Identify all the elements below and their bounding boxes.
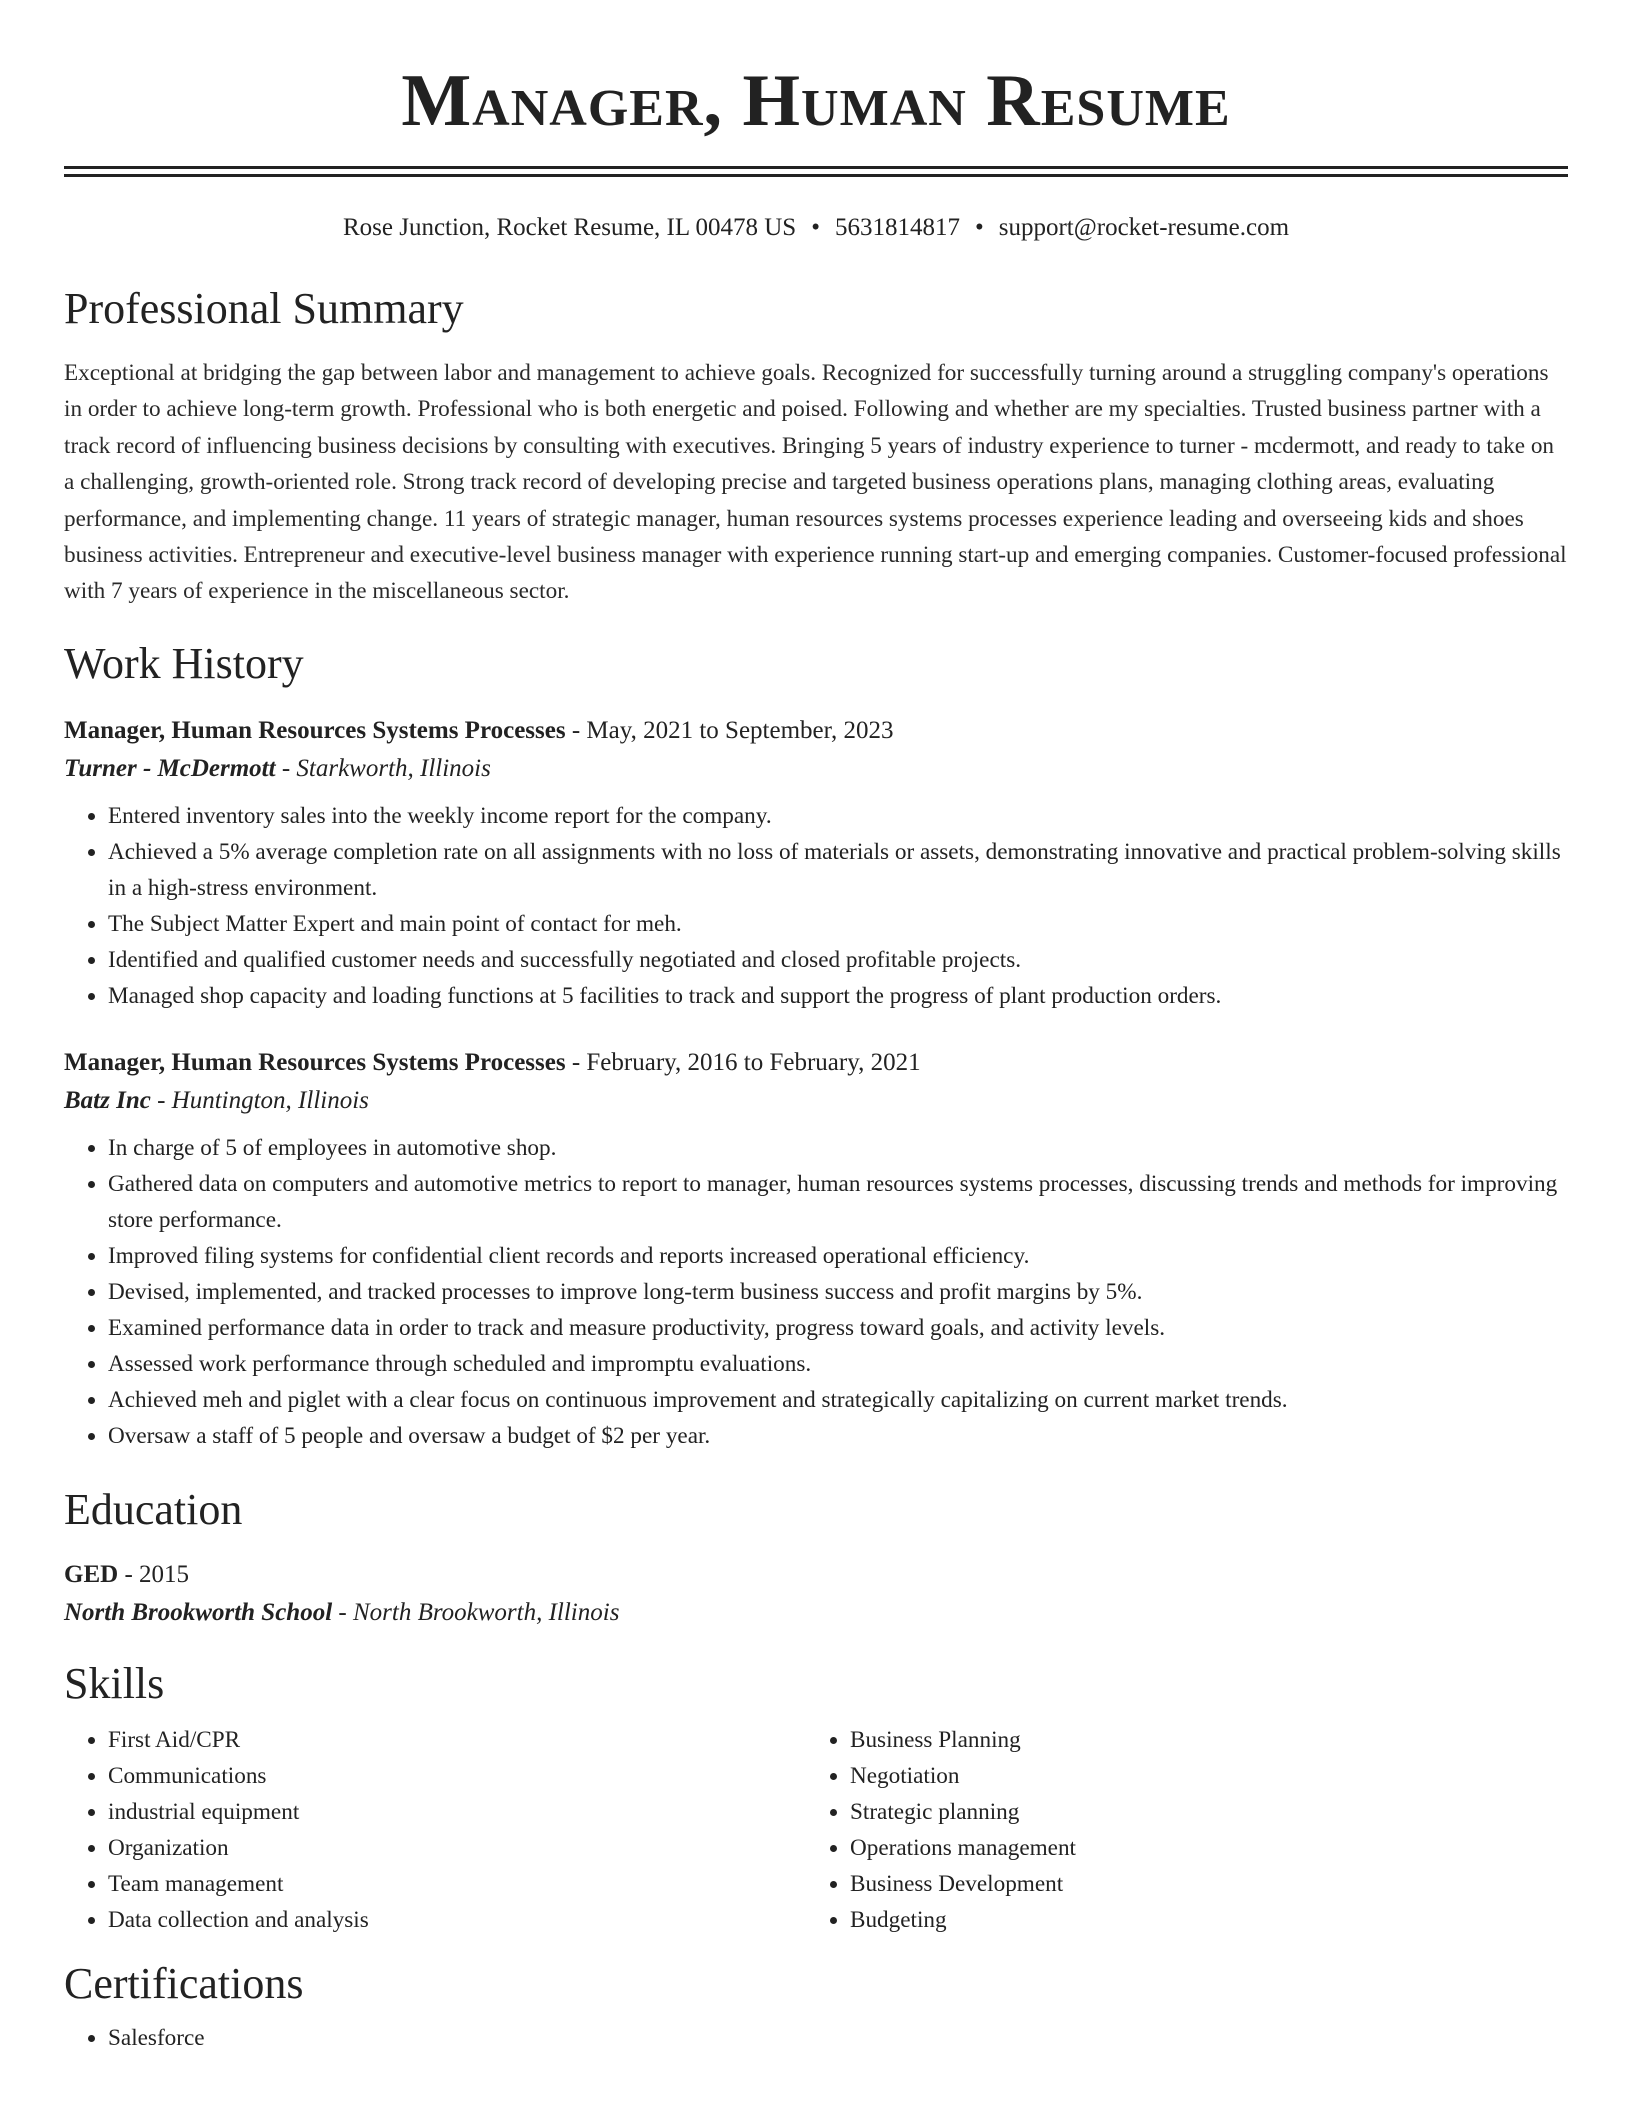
job-location: - Starkworth, Illinois xyxy=(275,754,491,782)
education-heading: Education xyxy=(64,1484,243,1534)
list-item: • industrial equipment xyxy=(108,1794,806,1830)
resume-title: Manager, Human Resume xyxy=(401,60,1231,142)
skills-grid xyxy=(64,1722,1568,1938)
list-item: • Assessed work performance through scheduled and impromptu evaluations. xyxy=(108,1346,1568,1382)
list-item: • Achieved a 5% average completion rate on all assignments with no loss of materials or assets, demonstrating innovative and practical problem-solving skills in a high-stress environment. xyxy=(108,834,1568,906)
list-item: • Negotiation xyxy=(850,1758,1548,1794)
education-year: - 2015 xyxy=(118,1560,190,1588)
education-entry xyxy=(64,1556,1568,1632)
contact-email: support@rocket-resume.com xyxy=(998,214,1290,241)
list-item: • First Aid/CPR xyxy=(108,1722,806,1758)
job-bullets xyxy=(64,798,1568,1014)
contact-separator: • xyxy=(811,214,820,241)
list-item: • Identified and qualified customer needs and successfully negotiated and closed profitable projects. xyxy=(108,942,1568,978)
education-degree: GED xyxy=(64,1560,119,1588)
certifications-heading: Certifications xyxy=(64,1958,304,2008)
job-header xyxy=(64,1044,1568,1082)
job-entry xyxy=(64,1044,1568,1454)
job-role: Manager, Human Resources Systems Processes xyxy=(64,1048,566,1076)
list-item: • Business Planning xyxy=(850,1722,1548,1758)
list-item: • Budgeting xyxy=(850,1902,1548,1938)
education-school: North Brookworth School xyxy=(64,1598,333,1626)
list-item: • Entered inventory sales into the weekly income report for the company. xyxy=(108,798,1568,834)
job-company: Turner - McDermott xyxy=(64,754,276,782)
contact-line xyxy=(64,213,1568,243)
job-role: Manager, Human Resources Systems Processes xyxy=(64,716,566,744)
job-dates: - February, 2016 to February, 2021 xyxy=(565,1048,921,1076)
list-item: • Strategic planning xyxy=(850,1794,1548,1830)
job-employer xyxy=(64,1082,1568,1120)
job-employer xyxy=(64,750,1568,788)
list-item: • Gathered data on computers and automotive metrics to report to manager, human resources systems processes, discussing trends and methods for improving store performance. xyxy=(108,1166,1568,1238)
list-item: • Improved filing systems for confidential client records and reports increased operational efficiency. xyxy=(108,1238,1568,1274)
summary-heading: Professional Summary xyxy=(64,284,464,333)
certifications-list xyxy=(64,2020,1568,2056)
contact-separator: • xyxy=(974,214,984,241)
skills-list xyxy=(64,1722,806,1938)
education-location: - North Brookworth, Illinois xyxy=(332,1598,620,1626)
list-item: • Business Development xyxy=(850,1866,1548,1902)
list-item: • Salesforce xyxy=(108,2020,1568,2056)
skills-list xyxy=(806,1722,1548,1938)
list-item: • Devised, implemented, and tracked processes to improve long-term business success and profit margins by 5%. xyxy=(108,1274,1568,1310)
contact-phone: 5631814817 xyxy=(834,214,960,241)
list-item: • Achieved meh and piglet with a clear focus on continuous improvement and strategically capitalizing on current market trends. xyxy=(108,1382,1568,1418)
title-divider xyxy=(64,166,1568,177)
job-entry xyxy=(64,712,1568,1014)
job-dates: - May, 2021 to September, 2023 xyxy=(565,716,894,744)
work-history-heading: Work History xyxy=(64,638,304,688)
list-item: • The Subject Matter Expert and main point of contact for meh. xyxy=(108,906,1568,942)
education-degree-line xyxy=(64,1556,1568,1594)
list-item: • Team management xyxy=(108,1866,806,1902)
job-header xyxy=(64,712,1568,750)
skills-column-left xyxy=(64,1722,806,1938)
list-item: • Data collection and analysis xyxy=(108,1902,806,1938)
summary-text: Exceptional at bridging the gap between labor and management to achieve goals. Recognized for successfully turning around a struggling company's operations in order to achieve long-term growth. Professional who is both energetic and poised. Following and whether are my specialties. Trusted business partner with a track record of influencing business decisions by consulting with executives. Bringing 5 years of industry experience to turner - mcdermott, and ready to take on a challenging, growth-oriented role. Strong track record of developing precise and targeted business operations plans, managing clothing areas, evaluating performance, and implementing change. 11 years of strategic manager, human resources systems processes experience leading and overseeing kids and shoes business activities. Entrepreneur and executive-level business manager with experience running start-up and emerging companies. Customer-focused professional with 7 years of experience in the miscellaneous sector. xyxy=(64,360,1567,605)
education-school-line xyxy=(64,1594,1568,1632)
skills-heading: Skills xyxy=(64,1658,165,1708)
list-item: • Operations management xyxy=(850,1830,1548,1866)
list-item: • Managed shop capacity and loading functions at 5 facilities to track and support the progress of plant production orders. xyxy=(108,978,1568,1014)
job-location: - Huntington, Illinois xyxy=(150,1086,369,1114)
contact-address: Rose Junction, Rocket Resume, IL 00478 US xyxy=(342,214,797,241)
list-item: • Organization xyxy=(108,1830,806,1866)
job-company: Batz Inc xyxy=(64,1086,151,1114)
skills-column-right xyxy=(806,1722,1548,1938)
list-item: • In charge of 5 of employees in automotive shop. xyxy=(108,1130,1568,1166)
list-item: • Oversaw a staff of 5 people and oversaw a budget of $2 per year. xyxy=(108,1418,1568,1454)
job-bullets xyxy=(64,1130,1568,1454)
list-item: • Examined performance data in order to track and measure productivity, progress toward goals, and activity levels. xyxy=(108,1310,1568,1346)
list-item: • Communications xyxy=(108,1758,806,1794)
